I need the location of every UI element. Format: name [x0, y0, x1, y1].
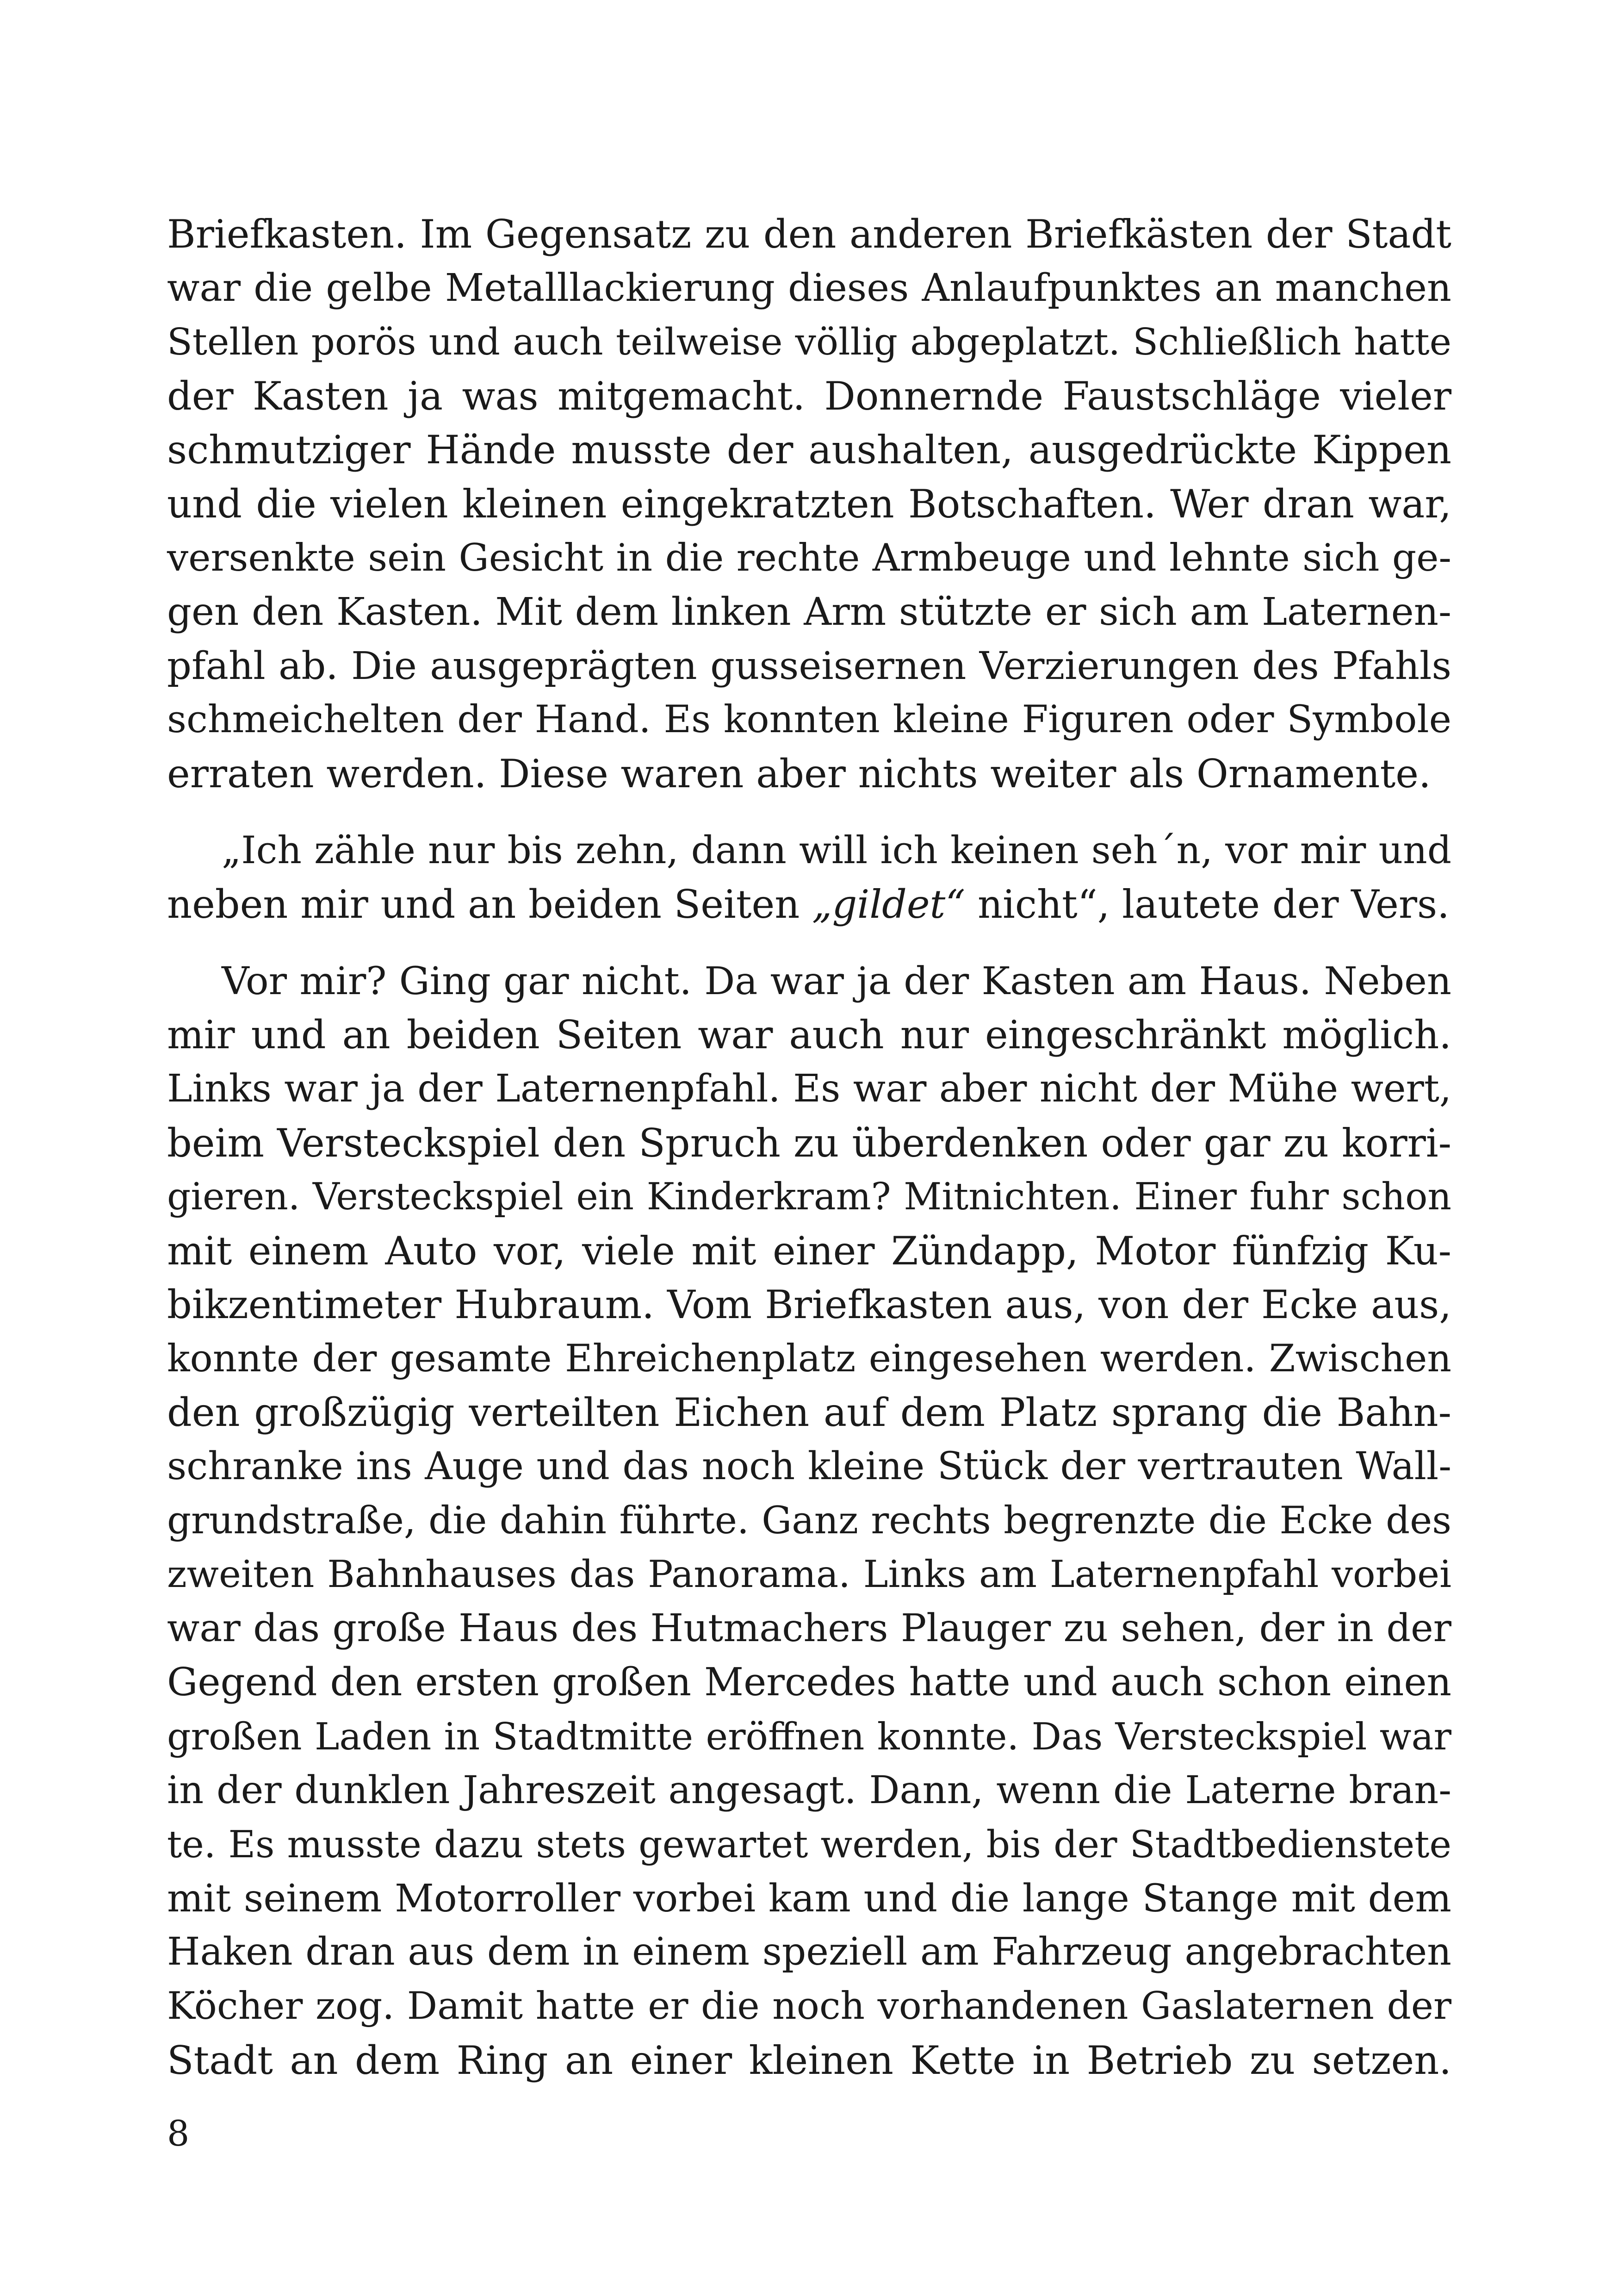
page-number: 8 — [167, 2113, 190, 2154]
text-line: und die vielen kleinen eingekratzten Botschaften. Wer dran war, — [167, 481, 1451, 527]
paragraph-3 — [167, 954, 1451, 2087]
text-line: Vor mir? Ging gar nicht. Da war ja der Kasten am Haus. Neben — [222, 958, 1451, 1003]
text-line: mit einem Auto vor, viele mit einer Zündapp, Motor fünfzig Ku- — [167, 1228, 1451, 1274]
text-line: konnte der gesamte Ehreichenplatz eingesehen werden. Zwischen — [167, 1336, 1451, 1381]
verse-text: neben mir und an beiden Seiten — [167, 882, 812, 927]
verse-text-end: nicht“, lautete der Vers. — [965, 882, 1450, 927]
text-line: Stadt an dem Ring an einer kleinen Kette in Betrieb zu setzen. — [167, 2037, 1451, 2083]
text-line: zweiten Bahnhauses das Panorama. Links am Laternenpfahl vorbei — [167, 1553, 1451, 1597]
text-line: gieren. Versteckspiel ein Kinderkram? Mitnichten. Einer fuhr schon — [167, 1175, 1451, 1219]
text-line: te. Es musste dazu stets gewartet werden, bis der Stadtbedienstete — [167, 1823, 1451, 1867]
text-line: mit seinem Motorroller vorbei kam und die lange Stange mit dem — [167, 1875, 1451, 1921]
text-line: Stellen porös und auch teilweise völlig abgeplatzt. Schließlich hatte — [167, 320, 1451, 364]
text-line: bikzentimeter Hubraum. Vom Briefkasten aus, von der Ecke aus, — [167, 1282, 1451, 1328]
text-line: beim Versteckspiel den Spruch zu überdenken oder gar zu korri- — [167, 1120, 1451, 1166]
text-line: Köcher zog. Damit hatte er die noch vorhandenen Gaslaternen der — [167, 1984, 1451, 2028]
text-line: Gegend den ersten großen Mercedes hatte und auch schon einen — [167, 1660, 1451, 1705]
text-line: gen den Kasten. Mit dem linken Arm stützte er sich am Laternen- — [167, 589, 1451, 635]
text-line: großen Laden in Stadtmitte eröffnen konnte. Das Versteckspiel war — [167, 1715, 1451, 1759]
paragraph-2-verse — [167, 824, 1451, 932]
text-line: in der dunklen Jahreszeit angesagt. Dann, wenn die Laterne bran- — [167, 1768, 1451, 1812]
text-line: der Kasten ja was mitgemacht. Donnernde Faustschläge vieler — [167, 373, 1451, 419]
text-line: mir und an beiden Seiten war auch nur eingeschränkt möglich. — [167, 1012, 1451, 1058]
text-line: war das große Haus des Hutmachers Plauger zu sehen, der in der — [167, 1606, 1451, 1650]
text-line: den großzügig verteilten Eichen auf dem Platz sprang die Bahn- — [167, 1390, 1451, 1436]
text-line: erraten werden. Diese waren aber nichts weiter als Ornamente. — [167, 751, 1431, 796]
paragraph-1 — [167, 207, 1451, 801]
text-line: „Ich zähle nur bis zehn, dann will ich keinen seh´n, vor mir und — [222, 828, 1451, 872]
text-line — [167, 877, 1451, 932]
text-line: schranke ins Auge und das noch kleine Stück der vertrauten Wall- — [167, 1444, 1451, 1489]
verse-italic-word: „gildet“ — [812, 882, 966, 927]
text-line: grundstraße, die dahin führte. Ganz rechts begrenzte die Ecke des — [167, 1499, 1451, 1543]
text-line: Haken dran aus dem in einem speziell am Fahrzeug angebrachten — [167, 1930, 1451, 1974]
text-line: schmutziger Hände musste der aushalten, ausgedrückte Kippen — [167, 427, 1451, 473]
text-line: war die gelbe Metalllackierung dieses Anlaufpunktes an manchen — [167, 266, 1451, 310]
text-line: Links war ja der Laternenpfahl. Es war aber nicht der Mühe wert, — [167, 1066, 1451, 1111]
text-line: versenkte sein Gesicht in die rechte Armbeuge und lehnte sich ge- — [167, 535, 1451, 580]
text-line: Briefkasten. Im Gegensatz zu den anderen Briefkästen der Stadt — [167, 212, 1451, 257]
text-line: schmeichelten der Hand. Es konnten kleine Figuren oder Symbole — [167, 697, 1451, 742]
text-line: pfahl ab. Die ausgeprägten gusseisernen Verzierungen des Pfahls — [167, 643, 1451, 688]
body-text — [167, 207, 1451, 2087]
